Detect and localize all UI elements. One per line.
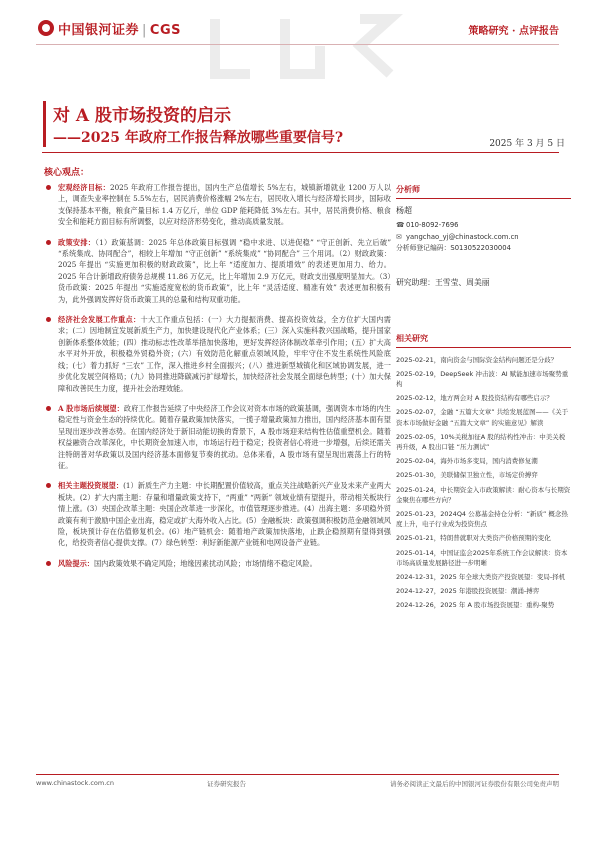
analyst-section-title: 分析师 [396, 184, 571, 199]
bullet-body: 国内政策效果不确定风险；地缘因素扰动风险；市场情绪不稳定风险。 [93, 558, 317, 568]
bullet-theme-outlook [58, 480, 391, 548]
email-link[interactable]: yangchao_yj@chinastock.com.cn [406, 232, 519, 241]
bullet-market-outlook [58, 403, 391, 471]
bullet-heading: 宏观经济目标： [58, 183, 111, 192]
related-research-item[interactable]: 2024-12-26，2025 年 A 股市场投资展望：重构-聚势 [396, 601, 555, 610]
title-divider [42, 152, 559, 153]
footer-report-label: 证券研究报告 [207, 780, 246, 788]
phone-number: 010-8092-7696 [406, 221, 459, 229]
report-date: 2025 年 3 月 5 日 [489, 139, 565, 149]
email-row [396, 232, 571, 244]
research-assistants: 研究助理：王雪莹、周美丽 [396, 277, 490, 287]
phone-row [396, 220, 571, 232]
galaxy-logo-icon [38, 20, 54, 36]
related-research-item[interactable]: 2025-02-21，南向资金与国际资金结构问题还是分歧？ [396, 355, 558, 364]
footer-website-link[interactable]: www.chinastock.com.cn [36, 779, 114, 787]
related-research-item[interactable]: 2025-01-30，美联储保卫独立性，市场定价搏弈 [396, 471, 538, 480]
related-research-title: 相关研究 [396, 333, 571, 348]
bullet-heading: 政策安排： [58, 237, 96, 247]
report-title: 对 A 股市场投资的启示 [53, 106, 232, 126]
cgs-watermark-graphic [0, 4, 595, 88]
bullet-work-priorities [58, 314, 391, 394]
email-icon: ✉ [396, 232, 402, 241]
report-type: 策略研究 · 点评报告 [468, 26, 559, 37]
bullet-icon [46, 185, 51, 190]
related-research-item[interactable]: 2025-02-04，海外市场多变局，国内消费修复潮 [396, 457, 538, 466]
bullet-risk-warning [58, 558, 391, 569]
title-accent-bar [43, 101, 46, 147]
related-research-item[interactable]: 2025-01-21，特朗普就职对大类资产价格预期的变化 [396, 534, 551, 543]
related-research-item[interactable]: 2025-01-14，中国证监会2025年系统工作会议解读：资本市场高质量发展路径进一步明晰 [396, 548, 568, 567]
analyst-cert: 分析师登记编码：S0130522030004 [396, 244, 511, 252]
related-research-item[interactable]: 2025-02-05，10%关税加征A 股的结构性冲击：中美关税再升级，A 股出口链 “压力测试” [396, 432, 566, 451]
bullet-body: 政府工作报告延续了中央经济工作会议对资本市场的政策基调，强调资本市场的内生稳定性与资金生态的持续优化。随着存量政策加快落实，一揽子增量政策加力推出，国内经济基本面有望呈现出逐步改善态势。在国内经济处于新旧动能切换的背景下，A 股市场迎来结构性估值重塑机会。随着权益融资合改革深化，中长期资金加速入市，市场运行趋于稳定；投资者信心将进一步增强，后续还需关注特朗普对华政策以及国内经济基本面修复节奏的扰动。总体来看，A 股市场有望呈现出震荡上行的特征。 [58, 403, 391, 470]
bullet-heading: 风险提示： [58, 558, 94, 568]
bullet-icon [46, 561, 51, 566]
bullet-heading: 相关主题投资展望： [58, 481, 124, 491]
brand-name: 中国银河证券 [58, 23, 140, 38]
report-subtitle: ——2025 年政府工作报告释放哪些重要信号? [53, 130, 344, 146]
bullet-heading: 经济社会发展工作重点： [58, 315, 141, 325]
header-divider [36, 44, 559, 45]
related-research-item[interactable]: 2025-02-19，DeepSeek 冲击波：AI 赋能加速市场聚势重构 [396, 369, 569, 388]
core-views-label: 核心观点： [44, 168, 90, 178]
related-research-item[interactable]: 2024-12-27，2025 年港股投资展望：潮涌-搏弈 [396, 587, 540, 596]
bullet-body: （1）政策基调：2025 年总体政策目标强调 “稳中求进、以进促稳” “守正创新、先立后破” “系统集成、协同配合”，相较上年增加 “守正创新” “系统集成” “协同配合” 三个用词。（2）财政政策：2025 年提出 “实施更加积极的财政政策”，比上年 “适度加力、提质增效” 的表述更加用力、给力。2025 年合计新增政府债务总规模 11.86 万亿元，比上年增加 2.9 万亿元，财政支出强度明显加大。（3）货币政策：2025 年提出 “实施适度宽松的货币政策”，比上年 “灵活适度、精准有效” 表述更加积极有为，此外强调发挥好货币政策工具的总量和结构双重功能。 [58, 237, 391, 304]
related-research-item[interactable]: 2024-12-31，2025 年全球大类资产投资展望：变局-择机 [396, 572, 566, 581]
bullet-icon [46, 483, 51, 488]
related-research-item[interactable]: 2025-01-24，中长期资金入市政策解读：耐心资本与长期资金聚焦在哪些方向？ [396, 485, 571, 504]
bullet-macro-targets [58, 182, 391, 228]
bullet-body: 十大工作重点包括：(一）大力提振消费、提高投资效益，全方位扩大国内需求；(二）因地制宜发展新质生产力，加快建设现代化产业体系；(三）深入实施科教兴国战略，提升国家创新体系整体效能；(四）推动标志性改革举措加快落地，更好发挥经济体制改革牵引作用；(五）扩大高水平对外开放，积极稳外贸稳外资；(六）有效防范化解重点领域风险，牢牢守住不发生系统性风险底线；(七）着力抓好 “三农” 工作，深入推进乡村全面振兴；(八）推进新型城镇化和区域协调发展，进一步优化发展空间格局；(九）协同推进降碳减污扩绿增长，加快经济社会发展全面绿色转型；(十）加大保障和改善民生力度，提升社会治理效能。 [58, 315, 391, 393]
bullet-icon [46, 406, 51, 411]
phone-icon: ☎ [396, 221, 405, 229]
bullet-policy [58, 237, 391, 305]
related-research-item[interactable]: 2025-02-12，地方两会对 A 股投资结构有哪些启示？ [396, 394, 553, 403]
sidebar [396, 182, 571, 615]
related-research-item[interactable]: 2025-02-07，金融 “五篇大文章” 共绘发展蓝图——《关于资本市场做好金融 “五篇大文章” 的实施意见》解读 [396, 408, 569, 427]
cert-row [396, 243, 571, 255]
bullet-body: (1）新质生产力主题：中长期配置价值较高，重点关注战略新兴产业及未来产业两大板块。(2）扩大内需主题：存量和增量政策支持下，“两重” “两新” 领域业绩有望提升，带动相关板块行情上涨。(3）央国企改革主题：央国企改革进一步深化，市值管理逐步推进。(4）出海主题：多项稳外贸政策有利于激励中国企业出海，稳定或扩大海外收入占比。(5）金融板块：政策强调积极防范金融领域风险，板块预计存在估值修复机会。(6）地产链机会：随着地产政策加快落地，止跌企稳预期有望得到强化，给投资者信心提供支撑。(7）绿色转型：利好新能源产业链和电网设备产业链。 [58, 481, 391, 548]
footer-disclaimer: 请务必阅读正文最后的中国银河证券股份有限公司免责声明 [390, 780, 559, 788]
brand-abbr: CGS [149, 23, 181, 38]
bullet-icon [46, 240, 51, 245]
analyst-name: 杨超 [396, 206, 412, 215]
brand-logo: 中国银河证券 | CGS [58, 23, 181, 38]
core-views-list [58, 182, 391, 578]
bullet-heading: A 股市场后续展望： [58, 403, 124, 413]
related-research-list [396, 355, 571, 611]
footer-divider [36, 774, 559, 775]
bullet-body: 2025 年政府工作报告提出，国内生产总值增长 5%左右，城镇新增就业 1200 万人以上，调查失业率控制在 5.5%左右，居民消费价格涨幅 2%左右，居民收入增长与经济增长同步，国际收支保持基本平衡，粮食产量目标 1.4 万亿斤，单位 GDP 能耗降低 3%左右。其中，居民消费价格、粮食安全和能耗方面目标有所调整，以应对经济形势变化，推动高质量发展。 [58, 183, 391, 227]
page-header [0, 0, 595, 88]
related-research-item[interactable]: 2025-01-23，2024Q4 公募基金持仓分析：“新质” 概念热度上升，电子行业成为投资焦点 [396, 509, 568, 529]
bullet-icon [46, 317, 51, 322]
